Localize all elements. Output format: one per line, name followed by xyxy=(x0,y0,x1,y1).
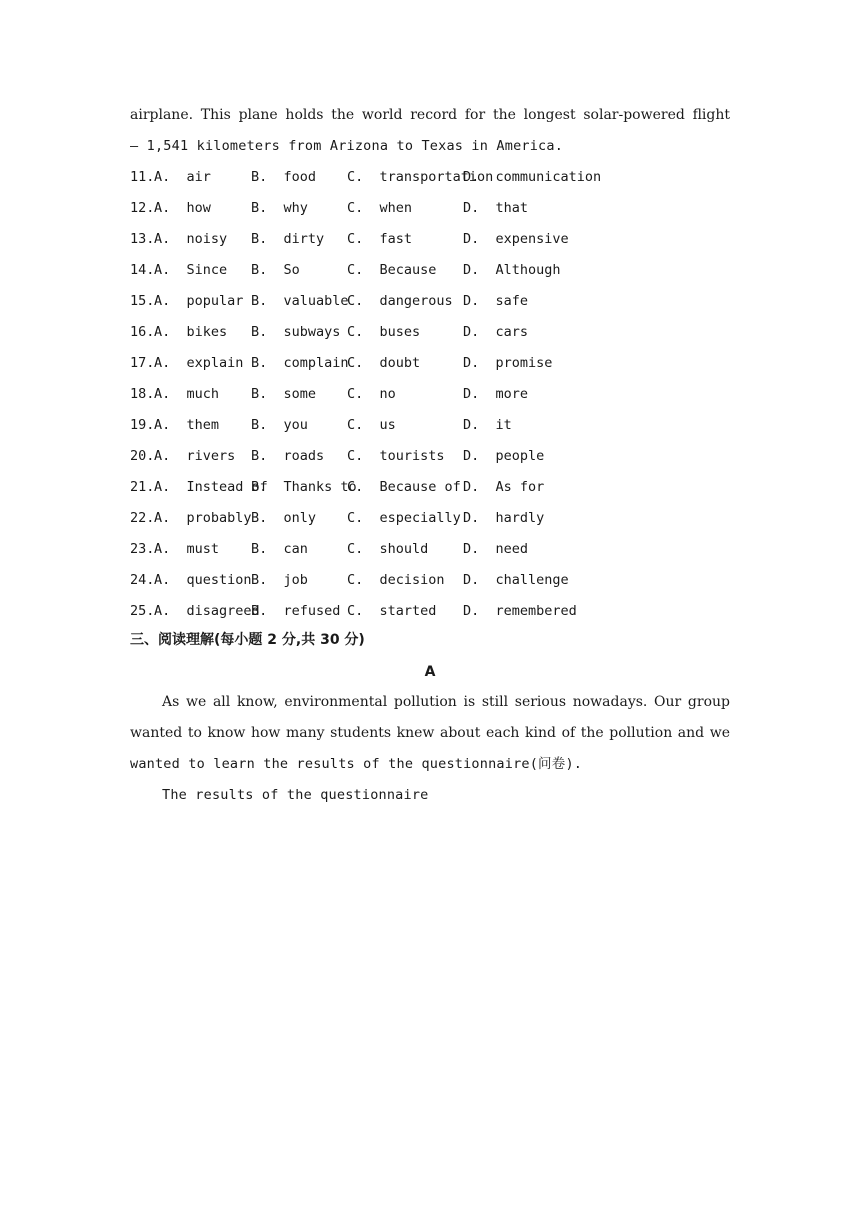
question-number: 23. xyxy=(130,541,155,557)
option-a: A. disagreed xyxy=(154,603,260,619)
option-d: D. remembered xyxy=(463,603,577,619)
question-row xyxy=(130,384,730,404)
option-a: A. them xyxy=(154,417,220,433)
option-a: A. must xyxy=(154,541,220,557)
option-a: A. much xyxy=(154,386,220,402)
option-d: D. challenge xyxy=(463,572,569,588)
question-number: 19. xyxy=(130,417,155,433)
option-a: A. noisy xyxy=(154,231,228,247)
option-d: D. expensive xyxy=(463,231,569,247)
option-a: A. question xyxy=(154,572,252,588)
option-a: A. how xyxy=(154,200,211,216)
question-number: 16. xyxy=(130,324,155,340)
option-d: D. safe xyxy=(463,293,529,309)
question-row xyxy=(130,322,730,342)
question-row xyxy=(130,477,730,497)
option-c: C. us xyxy=(347,417,396,433)
option-a: A. bikes xyxy=(154,324,228,340)
option-d: D. hardly xyxy=(463,510,545,526)
option-d: D. need xyxy=(463,541,529,557)
option-c: C. no xyxy=(347,386,396,402)
paragraph-line-3: wanted to learn the results of the questionnaire(问卷). xyxy=(130,756,583,772)
question-number: 21. xyxy=(130,479,155,495)
option-b: B. dirty xyxy=(251,231,325,247)
option-b: B. some xyxy=(251,386,317,402)
option-c: C. tourists xyxy=(347,448,445,464)
question-row xyxy=(130,198,730,218)
option-d: D. As for xyxy=(463,479,545,495)
question-row xyxy=(130,353,730,373)
question-number: 18. xyxy=(130,386,155,402)
results-label: The results of the questionnaire xyxy=(162,787,429,803)
option-c: C. Because of xyxy=(347,479,461,495)
option-b: B. refused xyxy=(251,603,341,619)
option-b: B. So xyxy=(251,262,300,278)
option-a: A. Instead of xyxy=(154,479,268,495)
question-number: 12. xyxy=(130,200,155,216)
question-row xyxy=(130,601,730,621)
question-number: 15. xyxy=(130,293,155,309)
option-c: C. when xyxy=(347,200,413,216)
question-row xyxy=(130,291,730,311)
option-d: D. promise xyxy=(463,355,553,371)
option-d: D. cars xyxy=(463,324,529,340)
option-a: A. explain xyxy=(154,355,244,371)
option-b: B. job xyxy=(251,572,308,588)
section-heading: 三、阅读理解(每小题 2 分,共 30 分) xyxy=(130,632,365,648)
option-d: D. more xyxy=(463,386,529,402)
paragraph-line-1: As we all know, environmental pollution is still serious nowadays. Our group xyxy=(162,694,730,710)
passage-line-2: — 1,541 kilometers from Arizona to Texas in America. xyxy=(130,138,564,154)
question-row xyxy=(130,539,730,559)
question-number: 17. xyxy=(130,355,155,371)
question-row xyxy=(130,229,730,249)
question-number: 11. xyxy=(130,169,155,185)
option-b: B. roads xyxy=(251,448,325,464)
option-a: A. popular xyxy=(154,293,244,309)
question-number: 13. xyxy=(130,231,155,247)
question-number: 22. xyxy=(130,510,155,526)
option-b: B. why xyxy=(251,200,308,216)
question-number: 25. xyxy=(130,603,155,619)
option-d: D. that xyxy=(463,200,529,216)
option-c: C. fast xyxy=(347,231,413,247)
question-number: 20. xyxy=(130,448,155,464)
option-a: A. Since xyxy=(154,262,228,278)
option-b: B. valuable xyxy=(251,293,349,309)
option-b: B. complain xyxy=(251,355,349,371)
part-letter: A xyxy=(424,664,436,680)
question-number: 14. xyxy=(130,262,155,278)
question-row xyxy=(130,260,730,280)
option-a: A. air xyxy=(154,169,211,185)
option-c: C. should xyxy=(347,541,429,557)
option-c: C. dangerous xyxy=(347,293,453,309)
question-row xyxy=(130,167,730,187)
option-c: C. buses xyxy=(347,324,421,340)
option-b: B. can xyxy=(251,541,308,557)
question-row xyxy=(130,446,730,466)
option-c: C. Because xyxy=(347,262,437,278)
option-b: B. only xyxy=(251,510,317,526)
option-b: B. Thanks to xyxy=(251,479,357,495)
option-c: C. started xyxy=(347,603,437,619)
question-row xyxy=(130,570,730,590)
option-b: B. food xyxy=(251,169,317,185)
option-c: C. especially xyxy=(347,510,461,526)
question-row xyxy=(130,508,730,528)
option-c: C. decision xyxy=(347,572,445,588)
option-c: C. doubt xyxy=(347,355,421,371)
option-d: D. it xyxy=(463,417,512,433)
option-b: B. you xyxy=(251,417,308,433)
option-d: D. communication xyxy=(463,169,602,185)
option-c: C. transportation xyxy=(347,169,494,185)
paragraph-line-2: wanted to know how many students knew about each kind of the pollution and we xyxy=(130,725,730,741)
option-d: D. people xyxy=(463,448,545,464)
question-number: 24. xyxy=(130,572,155,588)
option-a: A. probably xyxy=(154,510,252,526)
passage-line-1: airplane. This plane holds the world record for the longest solar-powered flight xyxy=(130,107,730,123)
option-a: A. rivers xyxy=(154,448,236,464)
option-b: B. subways xyxy=(251,324,341,340)
question-row xyxy=(130,415,730,435)
option-d: D. Although xyxy=(463,262,561,278)
